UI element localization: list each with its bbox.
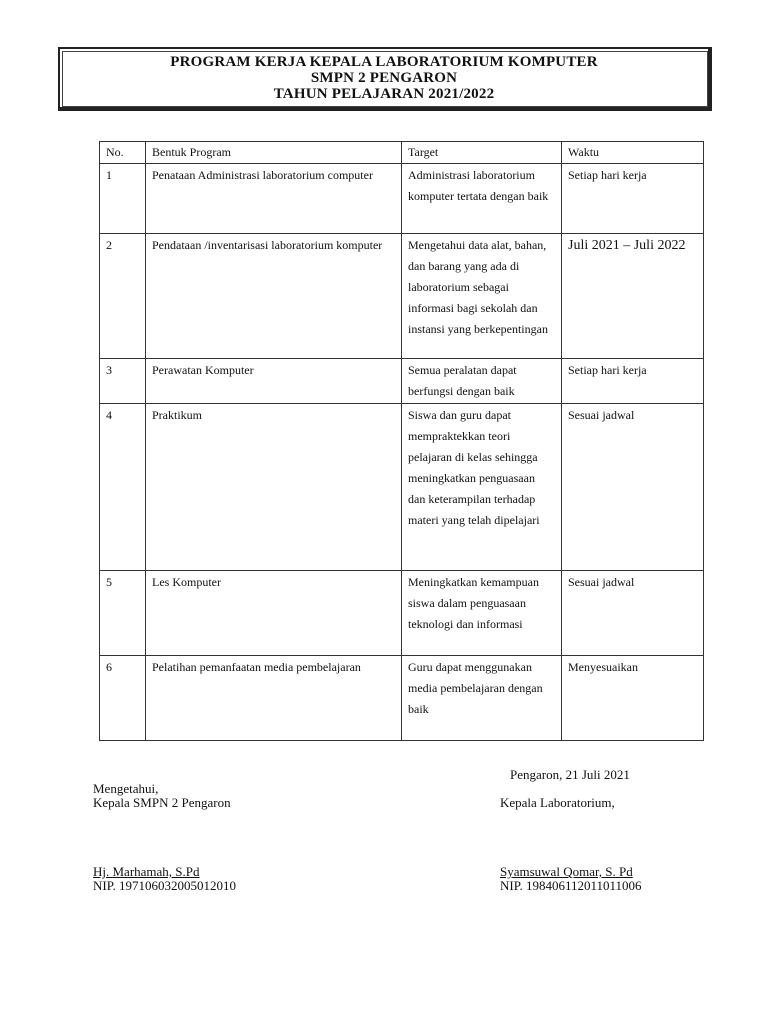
left-signatory-nip: NIP. 197106032005012010: [93, 878, 237, 893]
title-line-2: SMPN 2 PENGARON: [310, 70, 458, 86]
column-header-program: Bentuk Program: [146, 142, 402, 164]
row-target: Siswa dan guru dapat mempraktekkan teori pelajaran di kelas sehingga meningkatkan penguasaan dan keterampilan terhadap materi yang telah dipelajari: [402, 404, 562, 571]
table-row: [100, 359, 704, 404]
row-no: 4: [100, 404, 146, 571]
title-line-1: PROGRAM KERJA KEPALA LABORATORIUM KOMPUTER: [170, 54, 598, 70]
row-waktu: Sesuai jadwal: [562, 404, 704, 571]
table-row: [100, 571, 704, 656]
row-target: Guru dapat menggunakan media pembelajaran dengan baik: [402, 656, 562, 741]
title-line-3: TAHUN PELAJARAN 2021/2022: [273, 86, 495, 102]
row-no: 1: [100, 164, 146, 234]
row-program: Pendataan /inventarisasi laboratorium komputer: [146, 234, 402, 359]
row-waktu: Menyesuaikan: [562, 656, 704, 741]
table-header-row: [100, 142, 704, 164]
row-waktu: Juli 2021 – Juli 2022: [562, 234, 704, 359]
document-title-box: [58, 47, 712, 111]
row-target: Mengetahui data alat, bahan, dan barang yang ada di laboratorium sebagai informasi bagi sekolah dan instansi yang berkepentingan: [402, 234, 562, 359]
left-signatory-name-wrap: [93, 865, 200, 879]
row-waktu: Setiap hari kerja: [562, 359, 704, 404]
right-signatory-name-wrap: [500, 865, 633, 879]
table-row: [100, 656, 704, 741]
row-waktu: Sesuai jadwal: [562, 571, 704, 656]
left-signatory-name: Hj. Marhamah, S.Pd: [93, 864, 200, 879]
right-signatory-title: Kepala Laboratorium,: [500, 795, 615, 810]
row-program: Les Komputer: [146, 571, 402, 656]
table-row: [100, 164, 704, 234]
row-program: Pelatihan pemanfaatan media pembelajaran: [146, 656, 402, 741]
row-no: 5: [100, 571, 146, 656]
table-row: [100, 404, 704, 571]
left-signatory-title: Kepala SMPN 2 Pengaron: [93, 795, 231, 810]
row-program: Praktikum: [146, 404, 402, 571]
row-program: Penataan Administrasi laboratorium computer: [146, 164, 402, 234]
row-program: Perawatan Komputer: [146, 359, 402, 404]
row-waktu: Setiap hari kerja: [562, 164, 704, 234]
column-header-no: No.: [100, 142, 146, 164]
row-target: Administrasi laboratorium komputer tertata dengan baik: [402, 164, 562, 234]
program-table: [99, 141, 704, 741]
place-date: Pengaron, 21 Juli 2021: [510, 767, 630, 782]
row-no: 3: [100, 359, 146, 404]
right-signatory-name: Syamsuwal Qomar, S. Pd: [500, 864, 633, 879]
left-signatory-label: Mengetahui,: [93, 781, 159, 796]
table-row: [100, 234, 704, 359]
row-target: Semua peralatan dapat berfungsi dengan baik: [402, 359, 562, 404]
column-header-waktu: Waktu: [562, 142, 704, 164]
right-signatory-nip: NIP. 198406112011011006: [500, 878, 642, 893]
column-header-target: Target: [402, 142, 562, 164]
row-no: 2: [100, 234, 146, 359]
row-no: 6: [100, 656, 146, 741]
row-target: Meningkatkan kemampuan siswa dalam penguasaan teknologi dan informasi: [402, 571, 562, 656]
